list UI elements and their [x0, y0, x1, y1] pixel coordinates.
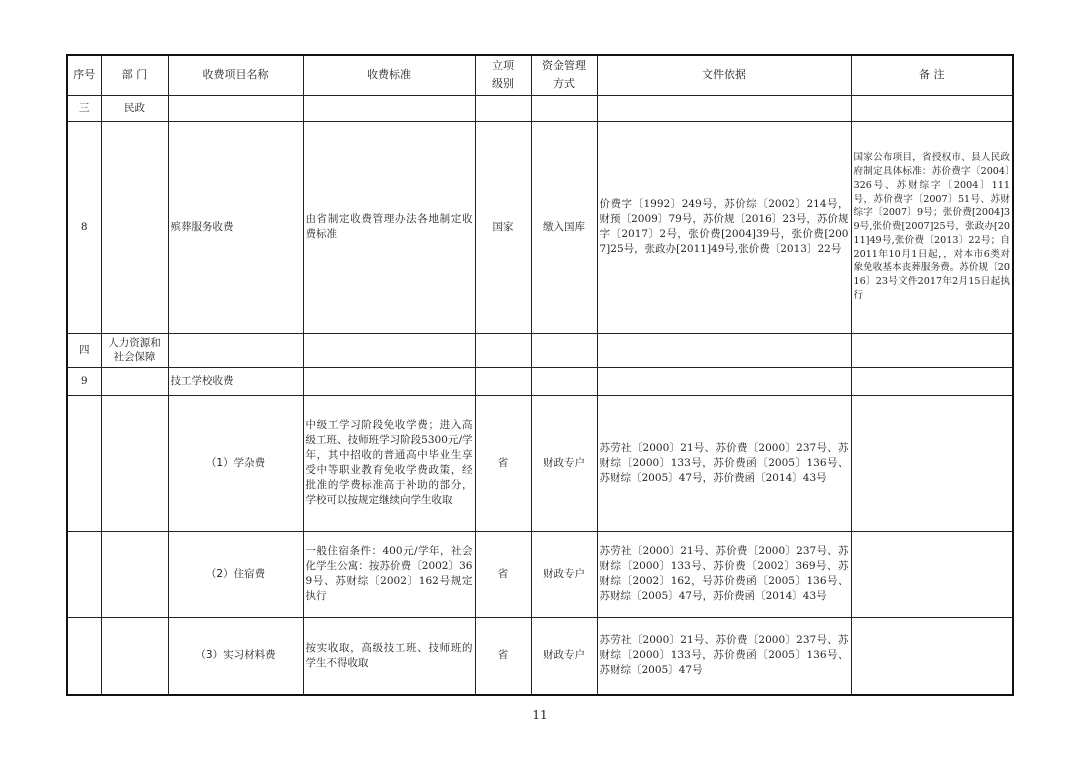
- cell-fund: 财政专户: [531, 395, 597, 531]
- cell-item: （2）住宿费: [168, 531, 303, 617]
- cell-dept: 人力资源和社会保障: [101, 333, 168, 367]
- cell-item: 殡葬服务收费: [168, 121, 303, 333]
- header-dept: 部 门: [101, 55, 168, 95]
- cell-basis: 价费字〔1992〕249号，苏价综〔2002〕214号，财预〔2009〕79号，苏价规〔2016〕23号，苏价规字〔2017〕2号，张价费[2004]39号，张价费[2007]25号，张政办[2011]49号,张价费〔2013〕22号: [597, 121, 851, 333]
- header-basis: 文件依据: [597, 55, 851, 95]
- table-row: [67, 95, 1013, 121]
- cell-level: [475, 367, 531, 395]
- cell-seq: 三: [67, 95, 101, 121]
- cell-fund: [531, 333, 597, 367]
- cell-remark: [851, 395, 1013, 531]
- cell-fund: 缴入国库: [531, 121, 597, 333]
- cell-fund: 财政专户: [531, 617, 597, 695]
- cell-basis: 苏劳社〔2000〕21号、苏价费〔2000〕237号、苏财综〔2000〕133号，苏价费函〔2005〕136号、苏财综〔2005〕47号: [597, 617, 851, 695]
- page-number: 11: [532, 708, 548, 722]
- cell-dept: [101, 367, 168, 395]
- table-row: [67, 531, 1013, 617]
- header-level: 立项级别: [475, 55, 531, 95]
- cell-basis: 苏劳社〔2000〕21号、苏价费〔2000〕237号、苏财综〔2000〕133号，苏价费函〔2005〕136号、苏财综〔2005〕47号，苏价费函〔2014〕43号: [597, 395, 851, 531]
- cell-remark: [851, 333, 1013, 367]
- cell-fund: [531, 367, 597, 395]
- cell-remark: [851, 95, 1013, 121]
- cell-item: [168, 95, 303, 121]
- cell-seq: [67, 395, 101, 531]
- cell-item: [168, 333, 303, 367]
- table-row: [67, 333, 1013, 367]
- table-row: [67, 617, 1013, 695]
- cell-level: [475, 333, 531, 367]
- header-row: [67, 55, 1013, 95]
- cell-basis: 苏劳社〔2000〕21号、苏价费〔2000〕237号、苏财综〔2000〕133号、苏价费〔2002〕369号、苏财综〔2002〕162，号苏价费函〔2005〕136号、苏财综〔2005〕47号，苏价费函〔2014〕43号: [597, 531, 851, 617]
- cell-standard: [303, 95, 475, 121]
- cell-basis: [597, 95, 851, 121]
- cell-remark: [851, 531, 1013, 617]
- header-seq: 序号: [67, 55, 101, 95]
- cell-seq: 9: [67, 367, 101, 395]
- header-standard: 收费标准: [303, 55, 475, 95]
- cell-standard: 中级工学习阶段免收学费；进入高级工班、技师班学习阶段5300元/学年，其中招收的普通高中毕业生享受中等职业教育免收学费政策，经批准的学费标准高于补助的部分，学校可以按规定继续向学生收取: [303, 395, 475, 531]
- cell-level: 省: [475, 531, 531, 617]
- cell-dept: [101, 531, 168, 617]
- fee-table: [66, 54, 1014, 696]
- cell-item: （1）学杂费: [168, 395, 303, 531]
- cell-item: 技工学校收费: [168, 367, 303, 395]
- cell-standard: [303, 333, 475, 367]
- header-remark: 备 注: [851, 55, 1013, 95]
- header-fund: 资金管理方式: [531, 55, 597, 95]
- cell-remark: [851, 367, 1013, 395]
- header-item: 收费项目名称: [168, 55, 303, 95]
- cell-dept: 民政: [101, 95, 168, 121]
- cell-dept: [101, 617, 168, 695]
- cell-dept: [101, 395, 168, 531]
- cell-remark: 国家公布项目，省授权市、县人民政府制定具体标准：苏价费字〔2004〕326号、苏财综字〔2004〕111号，苏价费字〔2007〕51号、苏财综字〔2007〕9号；张价费[2004]39号,张价费[2007]25号，张政办[2011]49号,张价费〔2013〕22号；自2011年10月1日起，，对本市6类对象免收基本丧葬服务费。苏价规〔2016〕23号文件2017年2月15日起执行: [851, 121, 1013, 333]
- table-row: [67, 367, 1013, 395]
- cell-standard: [303, 367, 475, 395]
- table-row: [67, 121, 1013, 333]
- cell-standard: 一般住宿条件：400元/学年，社会化学生公寓：按苏价费〔2002〕369号、苏财综〔2002〕162号规定执行: [303, 531, 475, 617]
- cell-basis: [597, 367, 851, 395]
- cell-seq: [67, 617, 101, 695]
- cell-standard: 按实收取，高级技工班、技师班的学生不得收取: [303, 617, 475, 695]
- cell-seq: 四: [67, 333, 101, 367]
- cell-basis: [597, 333, 851, 367]
- cell-seq: [67, 531, 101, 617]
- cell-fund: 财政专户: [531, 531, 597, 617]
- cell-level: 省: [475, 617, 531, 695]
- cell-level: [475, 95, 531, 121]
- table-row: [67, 395, 1013, 531]
- cell-fund: [531, 95, 597, 121]
- cell-dept: [101, 121, 168, 333]
- cell-item: （3）实习材料费: [168, 617, 303, 695]
- cell-standard: 由省制定收费管理办法各地制定收费标准: [303, 121, 475, 333]
- cell-level: 省: [475, 395, 531, 531]
- cell-seq: 8: [67, 121, 101, 333]
- cell-level: 国家: [475, 121, 531, 333]
- cell-remark: [851, 617, 1013, 695]
